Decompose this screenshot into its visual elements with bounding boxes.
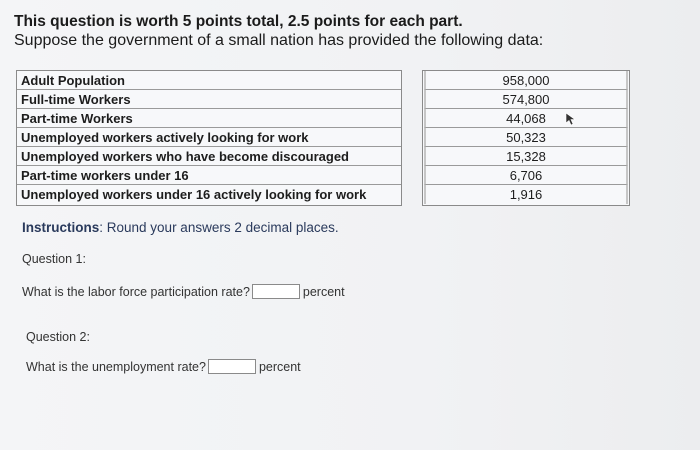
data-table bbox=[16, 70, 628, 206]
table-row-value: 574,800 bbox=[424, 90, 628, 109]
instructions bbox=[22, 220, 339, 235]
table-row-label: Part-time workers under 16 bbox=[17, 166, 401, 185]
table-row-value: 958,000 bbox=[424, 71, 628, 90]
label-column bbox=[16, 70, 402, 206]
question-2-answer-input[interactable] bbox=[208, 359, 256, 374]
question-2-row bbox=[26, 359, 301, 374]
table-row-value: 1,916 bbox=[424, 185, 628, 204]
table-row-value: 15,328 bbox=[424, 147, 628, 166]
question-header bbox=[14, 12, 543, 50]
points-statement: This question is worth 5 points total, 2.5 points for each part. bbox=[14, 13, 463, 30]
table-row-label: Adult Population bbox=[17, 71, 401, 90]
question-2-title: Question 2: bbox=[26, 330, 90, 344]
question-2-prompt: What is the unemployment rate? bbox=[26, 359, 206, 374]
question-1-prompt: What is the labor force participation rate? bbox=[22, 284, 250, 299]
question-1-row bbox=[22, 284, 345, 299]
table-row-label: Unemployed workers actively looking for work bbox=[17, 128, 401, 147]
instructions-text: : Round your answers 2 decimal places. bbox=[99, 220, 339, 235]
table-row-label: Part-time Workers bbox=[17, 109, 401, 128]
table-row-value: 44,068 bbox=[424, 109, 628, 128]
table-row-label: Unemployed workers who have become discouraged bbox=[17, 147, 401, 166]
value-column bbox=[422, 70, 630, 206]
table-row-value: 6,706 bbox=[424, 166, 628, 185]
question-1-title: Question 1: bbox=[22, 252, 86, 266]
question-1-unit: percent bbox=[302, 284, 345, 299]
mouse-pointer-icon bbox=[564, 112, 578, 126]
table-row-label: Full-time Workers bbox=[17, 90, 401, 109]
data-intro: Suppose the government of a small nation has provided the following data: bbox=[14, 32, 544, 49]
question-1-answer-input[interactable] bbox=[252, 284, 300, 299]
table-row-label: Unemployed workers under 16 actively looking for work bbox=[21, 187, 367, 202]
question-2-unit: percent bbox=[258, 359, 301, 374]
instructions-label: Instructions bbox=[22, 220, 100, 235]
table-row-value: 50,323 bbox=[424, 128, 628, 147]
